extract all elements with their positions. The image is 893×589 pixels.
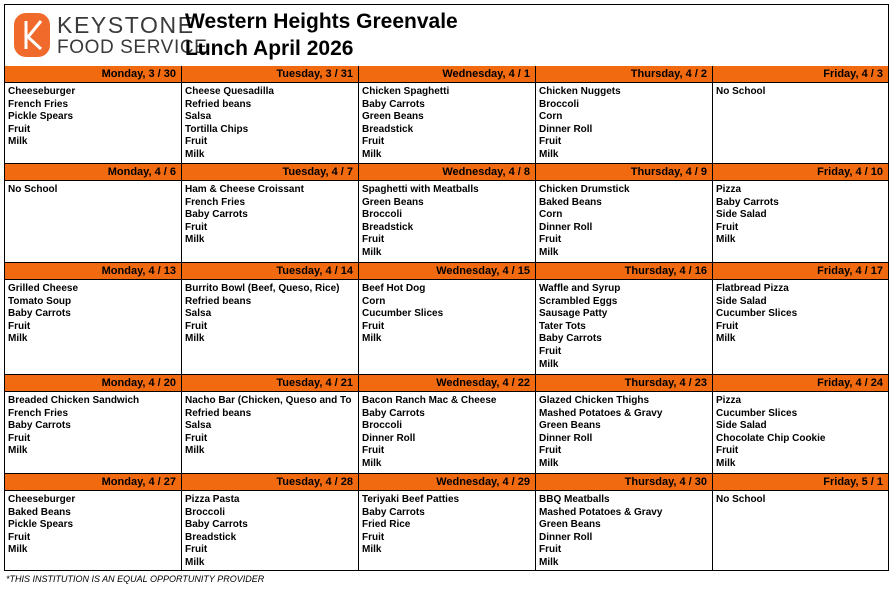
day-cell	[713, 66, 888, 163]
day-cell	[536, 164, 713, 262]
day-date-header: Tuesday, 4 / 28	[182, 474, 358, 491]
menu-item: Scrambled Eggs	[539, 295, 618, 307]
menu-item: Salsa	[185, 111, 212, 123]
menu-item: Corn	[539, 209, 563, 221]
day-cell	[182, 474, 359, 570]
keystone-k-icon	[14, 13, 50, 57]
day-menu	[5, 83, 181, 149]
menu-item: Green Beans	[362, 111, 424, 123]
menu-item: Milk	[8, 544, 28, 556]
menu-item: Milk	[362, 246, 382, 258]
logo-text-food-service: FOOD SERVICE	[57, 37, 208, 58]
menu-item: Fruit	[716, 221, 739, 233]
menu-item: Glazed Chicken Thighs	[539, 395, 650, 406]
keystone-logo	[14, 12, 208, 61]
menu-item: Side Salad	[716, 420, 767, 432]
menu-item: Milk	[716, 457, 736, 469]
menu-item: Pickle Spears	[8, 111, 74, 123]
menu-item: Milk	[185, 234, 205, 246]
day-cell	[5, 164, 182, 262]
menu-item: Fruit	[362, 445, 385, 457]
menu-item: Fruit	[8, 531, 31, 543]
menu-item: Milk	[362, 544, 382, 556]
menu-item: Ham & Cheese Croissant	[185, 184, 304, 195]
menu-item: Breadstick	[362, 123, 414, 135]
menu-item: Milk	[539, 556, 559, 568]
menu-item: Fruit	[539, 234, 562, 246]
menu-item: Cheese Quesadilla	[185, 86, 274, 97]
menu-item: Fruit	[8, 123, 31, 135]
menu-item: Fruit	[185, 544, 208, 556]
menu-item: Cheeseburger	[8, 494, 76, 505]
day-cell	[182, 164, 359, 262]
day-date-header: Monday, 4 / 6	[5, 164, 181, 181]
menu-item: Cucumber Slices	[716, 308, 798, 320]
day-date-header: Wednesday, 4 / 8	[359, 164, 535, 181]
day-date-header: Tuesday, 4 / 21	[182, 375, 358, 392]
day-cell	[713, 375, 888, 473]
menu-item: Milk	[185, 148, 205, 160]
day-cell	[359, 164, 536, 262]
day-cell	[713, 474, 888, 570]
menu-page	[4, 4, 889, 571]
menu-item: BBQ Meatballs	[539, 494, 610, 505]
menu-item: Dinner Roll	[362, 432, 416, 444]
menu-item: Refried beans	[185, 98, 252, 110]
day-date-header: Monday, 4 / 20	[5, 375, 181, 392]
day-date-header: Wednesday, 4 / 29	[359, 474, 535, 491]
menu-item: Baby Carrots	[8, 308, 71, 320]
week-row	[5, 263, 888, 375]
menu-item: Green Beans	[539, 519, 601, 531]
menu-item: Dinner Roll	[539, 221, 593, 233]
menu-item: Broccoli	[185, 506, 226, 518]
menu-item: Corn	[539, 111, 563, 123]
day-cell	[182, 66, 359, 163]
day-menu	[713, 280, 888, 346]
day-cell	[359, 375, 536, 473]
menu-item: Fruit	[539, 345, 562, 357]
menu-item: Breaded Chicken Sandwich	[8, 395, 140, 406]
menu-item: Salsa	[185, 308, 212, 320]
menu-item: Fruit	[716, 320, 739, 332]
day-date-header: Tuesday, 4 / 7	[182, 164, 358, 181]
day-date-header: Thursday, 4 / 16	[536, 263, 712, 280]
menu-item: Cucumber Slices	[362, 308, 444, 320]
day-cell	[182, 263, 359, 374]
menu-item: Mashed Potatoes & Gravy	[539, 506, 663, 518]
day-menu	[182, 83, 358, 162]
week-row	[5, 375, 888, 474]
menu-item: Chicken Nuggets	[539, 86, 621, 97]
menu-item: Bacon Ranch Mac & Cheese	[362, 395, 497, 406]
menu-item: Fruit	[185, 432, 208, 444]
menu-item: Refried beans	[185, 407, 252, 419]
day-menu	[713, 181, 888, 247]
menu-item: Fruit	[362, 234, 385, 246]
day-menu	[536, 491, 712, 570]
menu-item: Tomato Soup	[8, 295, 72, 307]
day-date-header: Thursday, 4 / 2	[536, 66, 712, 83]
day-menu	[713, 491, 888, 507]
day-date-header: Thursday, 4 / 9	[536, 164, 712, 181]
page-title	[185, 8, 458, 62]
menu-item: Milk	[716, 333, 736, 345]
day-menu	[713, 392, 888, 471]
menu-item: Fruit	[185, 221, 208, 233]
menu-item: French Fries	[185, 196, 246, 208]
menu-item: Fried Rice	[362, 519, 411, 531]
day-menu	[713, 83, 888, 99]
menu-item: Baby Carrots	[362, 506, 425, 518]
menu-item: Flatbread Pizza	[716, 283, 789, 294]
menu-item: Spaghetti with Meatballs	[362, 184, 479, 195]
menu-item: Broccoli	[362, 420, 403, 432]
menu-item: Side Salad	[716, 209, 767, 221]
menu-item: Milk	[539, 246, 559, 258]
day-menu	[5, 491, 181, 557]
day-cell	[713, 164, 888, 262]
day-cell	[5, 66, 182, 163]
menu-item: Milk	[185, 556, 205, 568]
menu-item: Fruit	[362, 320, 385, 332]
menu-item: Fruit	[539, 445, 562, 457]
day-cell	[359, 66, 536, 163]
day-cell	[536, 474, 713, 570]
menu-item: Milk	[716, 234, 736, 246]
day-cell	[5, 263, 182, 374]
menu-item: Fruit	[716, 445, 739, 457]
menu-item: Fruit	[185, 136, 208, 148]
menu-item: Dinner Roll	[539, 123, 593, 135]
menu-item: Broccoli	[539, 98, 580, 110]
menu-item: Baby Carrots	[539, 333, 602, 345]
day-date-header: Monday, 4 / 13	[5, 263, 181, 280]
menu-item: No School	[8, 184, 58, 195]
menu-item: No School	[716, 494, 766, 505]
day-menu	[359, 491, 535, 557]
menu-month: Lunch April 2026	[185, 37, 354, 60]
menu-item: Milk	[8, 333, 28, 345]
day-cell	[536, 263, 713, 374]
day-date-header: Wednesday, 4 / 15	[359, 263, 535, 280]
menu-item: Teriyaki Beef Patties	[362, 494, 460, 505]
day-cell	[5, 474, 182, 570]
day-date-header: Monday, 4 / 27	[5, 474, 181, 491]
day-menu	[359, 83, 535, 162]
menu-item: Pizza	[716, 395, 742, 406]
menu-item: Breadstick	[362, 221, 414, 233]
menu-item: Baby Carrots	[8, 420, 71, 432]
menu-item: Grilled Cheese	[8, 283, 79, 294]
day-menu	[5, 392, 181, 458]
day-cell	[359, 263, 536, 374]
week-row	[5, 474, 888, 570]
day-cell	[5, 375, 182, 473]
menu-item: Beef Hot Dog	[362, 283, 426, 294]
day-cell	[536, 66, 713, 163]
menu-item: French Fries	[8, 98, 69, 110]
menu-item: Milk	[185, 445, 205, 457]
menu-item: Tater Tots	[539, 320, 586, 332]
menu-item: Nacho Bar (Chicken, Queso and To	[185, 395, 352, 406]
page-header	[5, 5, 888, 67]
day-date-header: Friday, 4 / 17	[713, 263, 888, 280]
menu-item: Dinner Roll	[539, 432, 593, 444]
menu-item: Refried beans	[185, 295, 252, 307]
menu-item: Cucumber Slices	[716, 407, 798, 419]
day-menu	[359, 392, 535, 471]
menu-item: Milk	[539, 148, 559, 160]
menu-item: Baked Beans	[539, 196, 602, 208]
day-menu	[536, 392, 712, 471]
menu-item: Milk	[362, 333, 382, 345]
menu-item: Breadstick	[185, 531, 237, 543]
footer-note: *THIS INSTITUTION IS AN EQUAL OPPORTUNITY PROVIDER	[6, 574, 265, 584]
menu-item: Baby Carrots	[362, 407, 425, 419]
menu-item: Broccoli	[362, 209, 403, 221]
day-date-header: Wednesday, 4 / 1	[359, 66, 535, 83]
menu-item: Green Beans	[362, 196, 424, 208]
menu-item: Fruit	[539, 544, 562, 556]
menu-item: Milk	[539, 457, 559, 469]
day-date-header: Thursday, 4 / 23	[536, 375, 712, 392]
menu-item: French Fries	[8, 407, 69, 419]
menu-item: Cheeseburger	[8, 86, 76, 97]
day-menu	[359, 280, 535, 346]
menu-item: Milk	[185, 333, 205, 345]
week-row	[5, 66, 888, 164]
menu-item: Salsa	[185, 420, 212, 432]
menu-item: Milk	[8, 445, 28, 457]
day-menu	[536, 83, 712, 162]
menu-item: Milk	[8, 136, 28, 148]
day-date-header: Friday, 4 / 24	[713, 375, 888, 392]
day-menu	[5, 280, 181, 346]
menu-item: Fruit	[185, 320, 208, 332]
menu-item: Chocolate Chip Cookie	[716, 432, 826, 444]
menu-item: Pickle Spears	[8, 519, 74, 531]
menu-item: Dinner Roll	[539, 531, 593, 543]
menu-item: Milk	[362, 148, 382, 160]
menu-item: Baby Carrots	[716, 196, 779, 208]
menu-item: Fruit	[8, 320, 31, 332]
menu-item: Waffle and Syrup	[539, 283, 621, 294]
menu-item: Fruit	[539, 136, 562, 148]
menu-item: Tortilla Chips	[185, 123, 249, 135]
week-row	[5, 164, 888, 263]
day-date-header: Monday, 3 / 30	[5, 66, 181, 83]
menu-item: No School	[716, 86, 766, 97]
menu-item: Corn	[362, 295, 386, 307]
logo-text-keystone: KEYSTONE	[57, 12, 195, 38]
menu-item: Milk	[539, 358, 559, 370]
menu-item: Side Salad	[716, 295, 767, 307]
day-menu	[5, 181, 181, 197]
day-date-header: Friday, 4 / 10	[713, 164, 888, 181]
menu-item: Fruit	[8, 432, 31, 444]
menu-item: Baby Carrots	[185, 209, 248, 221]
day-cell	[713, 263, 888, 374]
day-menu	[536, 280, 712, 371]
day-menu	[359, 181, 535, 260]
menu-item: Mashed Potatoes & Gravy	[539, 407, 663, 419]
menu-item: Green Beans	[539, 420, 601, 432]
menu-item: Burrito Bowl (Beef, Queso, Rice)	[185, 283, 340, 294]
menu-item: Fruit	[362, 531, 385, 543]
menu-item: Fruit	[362, 136, 385, 148]
day-date-header: Friday, 4 / 3	[713, 66, 888, 83]
day-menu	[182, 181, 358, 247]
day-menu	[182, 392, 358, 458]
menu-item: Baby Carrots	[362, 98, 425, 110]
day-date-header: Tuesday, 3 / 31	[182, 66, 358, 83]
menu-item: Chicken Spaghetti	[362, 86, 450, 97]
day-menu	[536, 181, 712, 260]
menu-item: Pizza	[716, 184, 742, 195]
day-date-header: Thursday, 4 / 30	[536, 474, 712, 491]
day-menu	[182, 491, 358, 570]
day-date-header: Friday, 5 / 1	[713, 474, 888, 491]
menu-item: Sausage Patty	[539, 308, 608, 320]
menu-item: Baby Carrots	[185, 519, 248, 531]
day-date-header: Tuesday, 4 / 14	[182, 263, 358, 280]
day-date-header: Wednesday, 4 / 22	[359, 375, 535, 392]
menu-item: Chicken Drumstick	[539, 184, 630, 195]
menu-item: Baked Beans	[8, 506, 71, 518]
menu-item: Pizza Pasta	[185, 494, 240, 505]
day-cell	[536, 375, 713, 473]
day-cell	[359, 474, 536, 570]
school-name: Western Heights Greenvale	[185, 10, 458, 33]
day-cell	[182, 375, 359, 473]
day-menu	[182, 280, 358, 346]
calendar-grid	[5, 66, 888, 570]
menu-item: Milk	[362, 457, 382, 469]
